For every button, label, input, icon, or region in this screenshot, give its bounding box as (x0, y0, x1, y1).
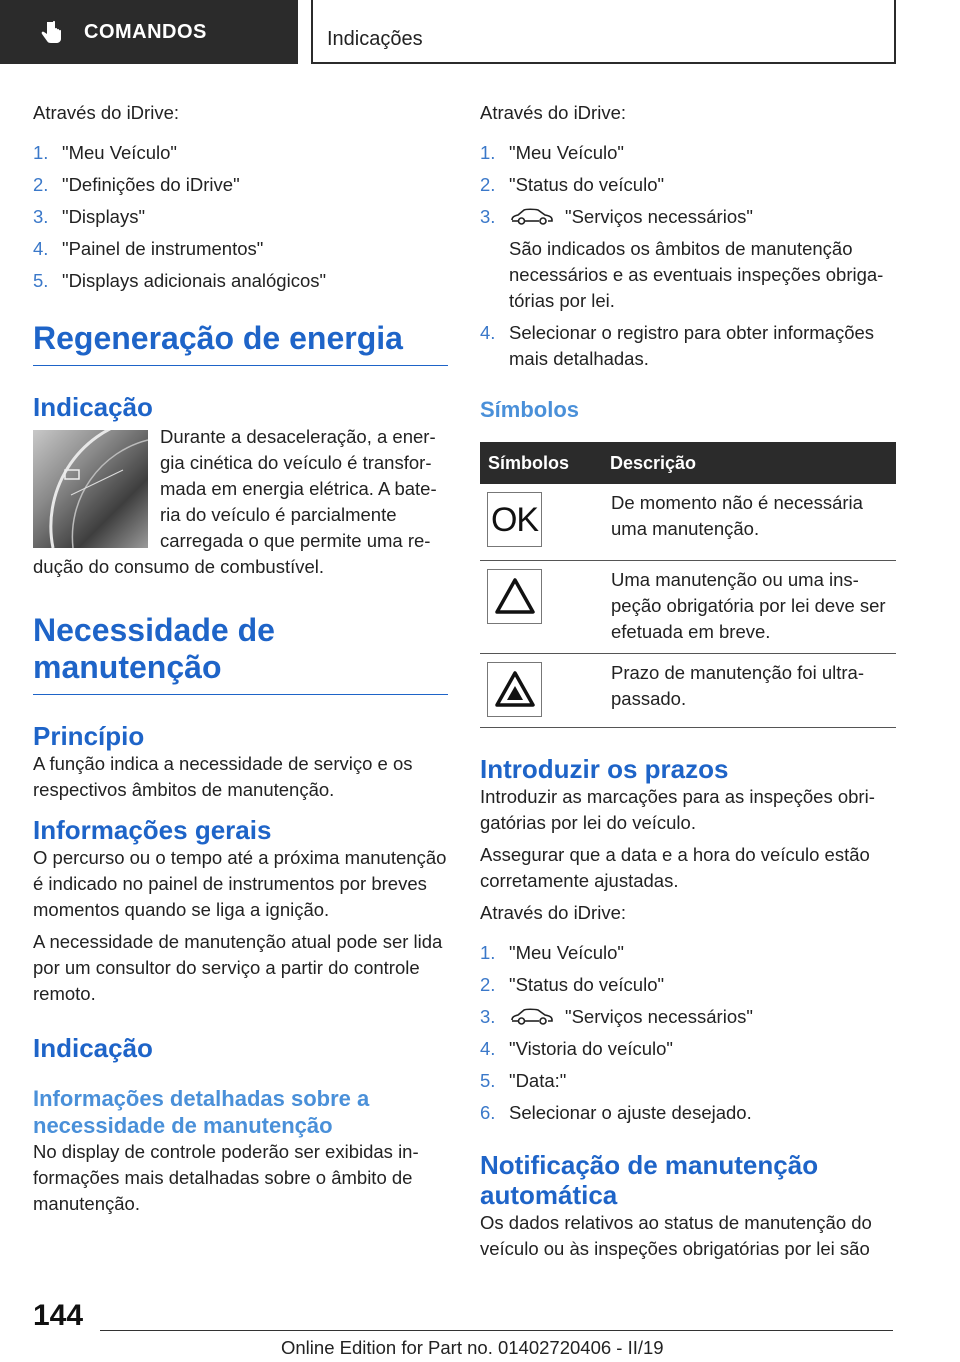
table-row (480, 653, 896, 727)
heading-introduzir-prazos: Introduzir os prazos (480, 753, 729, 784)
heading-notificacao: Notificação de manutenção automática (480, 1149, 819, 1210)
info-text-2: A necessidade de manutenção atual pode ser lida por um consultor do serviço a partir do controle remoto. (33, 931, 443, 1004)
subsection-tab (311, 0, 896, 64)
list-item: 5. "Displays adicionais analógicos" (33, 270, 327, 291)
list-item: 4. "Painel de instrumentos" (33, 238, 264, 259)
left-column (33, 100, 448, 1223)
column-header-symbols: Símbolos (480, 442, 602, 484)
hand-pointer-icon (38, 19, 64, 45)
warning-triangle-outline-icon (487, 569, 542, 624)
list-item: 6. Selecionar o ajuste desejado. (480, 1101, 752, 1123)
right-column (480, 100, 896, 1268)
list-item: 1. "Meu Veículo" (480, 941, 624, 963)
heading-informacoes-detalhadas: Informações detalhadas sobre a necessidade de manutenção (33, 1086, 370, 1138)
via-idrive-text-2: Através do iDrive: (480, 901, 626, 923)
car-service-icon (509, 207, 555, 225)
list-item: 5. "Data:" (480, 1069, 567, 1091)
table-cell-description: De momento não é necessária uma manutenção. (602, 484, 896, 560)
heading-simbolos: Símbolos (480, 397, 580, 422)
notif-text: Os dados relativos ao status de manutenção do veículo ou às inspeções obrigatórias por lei são (480, 1211, 872, 1259)
regen-text: Durante a desaceleração, a energia cinética do veículo é transformada em energia elétrica. A bateria do veículo é parcialmente carregada o que permite uma redução do consumo de combustível. (33, 428, 437, 577)
step-detail-text: São indicados os âmbitos de manutenção necessários e as eventuais inspeções obrigatórias por lei. (509, 238, 884, 311)
principio-text: A função indica a necessidade de serviço e os respectivos âmbitos de manutenção. (33, 753, 413, 800)
heading-indicacao: Indicação (33, 392, 153, 422)
instrument-cluster-image (33, 430, 148, 548)
list-item: 3. "Serviços necessários" São indicados os âmbitos de manutenção necessários e as eventuais inspeções obrigatórias por lei. (480, 204, 896, 314)
via-idrive-text: Através do iDrive: (480, 102, 626, 123)
list-item: 4. "Vistoria do veículo" (480, 1037, 673, 1059)
list-item: 1. "Meu Veículo" (33, 142, 177, 163)
prazos-text-2: Assegurar que a data e a hora do veículo estão corretamente ajustadas. (480, 843, 870, 891)
table-cell-description: Uma manutenção ou uma inspeção obrigatória por lei deve ser efetuada em breve. (602, 560, 896, 653)
table-cell-description: Prazo de manutenção foi ultrapassado. (602, 653, 896, 727)
idrive-steps-list (480, 140, 896, 372)
warning-triangle-filled-icon (487, 662, 542, 717)
info-text-1: O percurso ou o tempo até a próxima manutenção é indicado no painel de instrumentos por breves momentos quando se liga a ignição. (33, 847, 447, 920)
table-header-row (480, 442, 896, 484)
list-item: 3. "Serviços necessários" (480, 1005, 753, 1027)
prazos-text-1: Introduzir as marcações para as inspeções obrigatórias por lei do veículo. (480, 785, 875, 833)
heading-regeneracao: Regeneração de energia (33, 320, 448, 366)
table-row (480, 484, 896, 560)
idrive-steps-list-2 (480, 940, 896, 1126)
heading-necessidade-manutencao: Necessidade de manutenção (33, 612, 448, 695)
subsection-tab-label: Indicações (327, 28, 423, 50)
list-item: 3. "Displays" (33, 206, 146, 227)
list-item: 2. "Definições do iDrive" (33, 174, 240, 195)
heading-principio: Princípio (33, 721, 145, 751)
car-service-icon (509, 1007, 555, 1025)
list-item: 1. "Meu Veículo" (480, 142, 624, 163)
footer-divider (100, 1330, 893, 1331)
edition-text: Online Edition for Part no. 01402720406 - II/19 (281, 1337, 664, 1358)
page-number: 144 (33, 1299, 84, 1332)
page-header (0, 0, 960, 66)
heading-indicacao-2: Indicação (33, 1033, 153, 1063)
symbols-table (480, 442, 896, 728)
section-tab (0, 0, 298, 64)
list-item: 2. "Status do veículo" (480, 973, 665, 995)
detalhes-text: No display de controle poderão ser exibidas informações mais detalhadas sobre o âmbito de manutenção. (33, 1141, 419, 1214)
list-item: 2. "Status do veículo" (480, 174, 665, 195)
section-tab-label: COMANDOS (84, 20, 207, 43)
via-idrive-text: Através do iDrive: (33, 102, 179, 123)
idrive-steps-list (33, 140, 448, 294)
ok-symbol: OK (487, 492, 542, 547)
list-item: 4. Selecionar o registro para obter informações mais detalhadas. (480, 322, 875, 369)
table-row (480, 560, 896, 653)
heading-informacoes-gerais: Informações gerais (33, 815, 272, 845)
column-header-description: Descrição (602, 442, 896, 484)
